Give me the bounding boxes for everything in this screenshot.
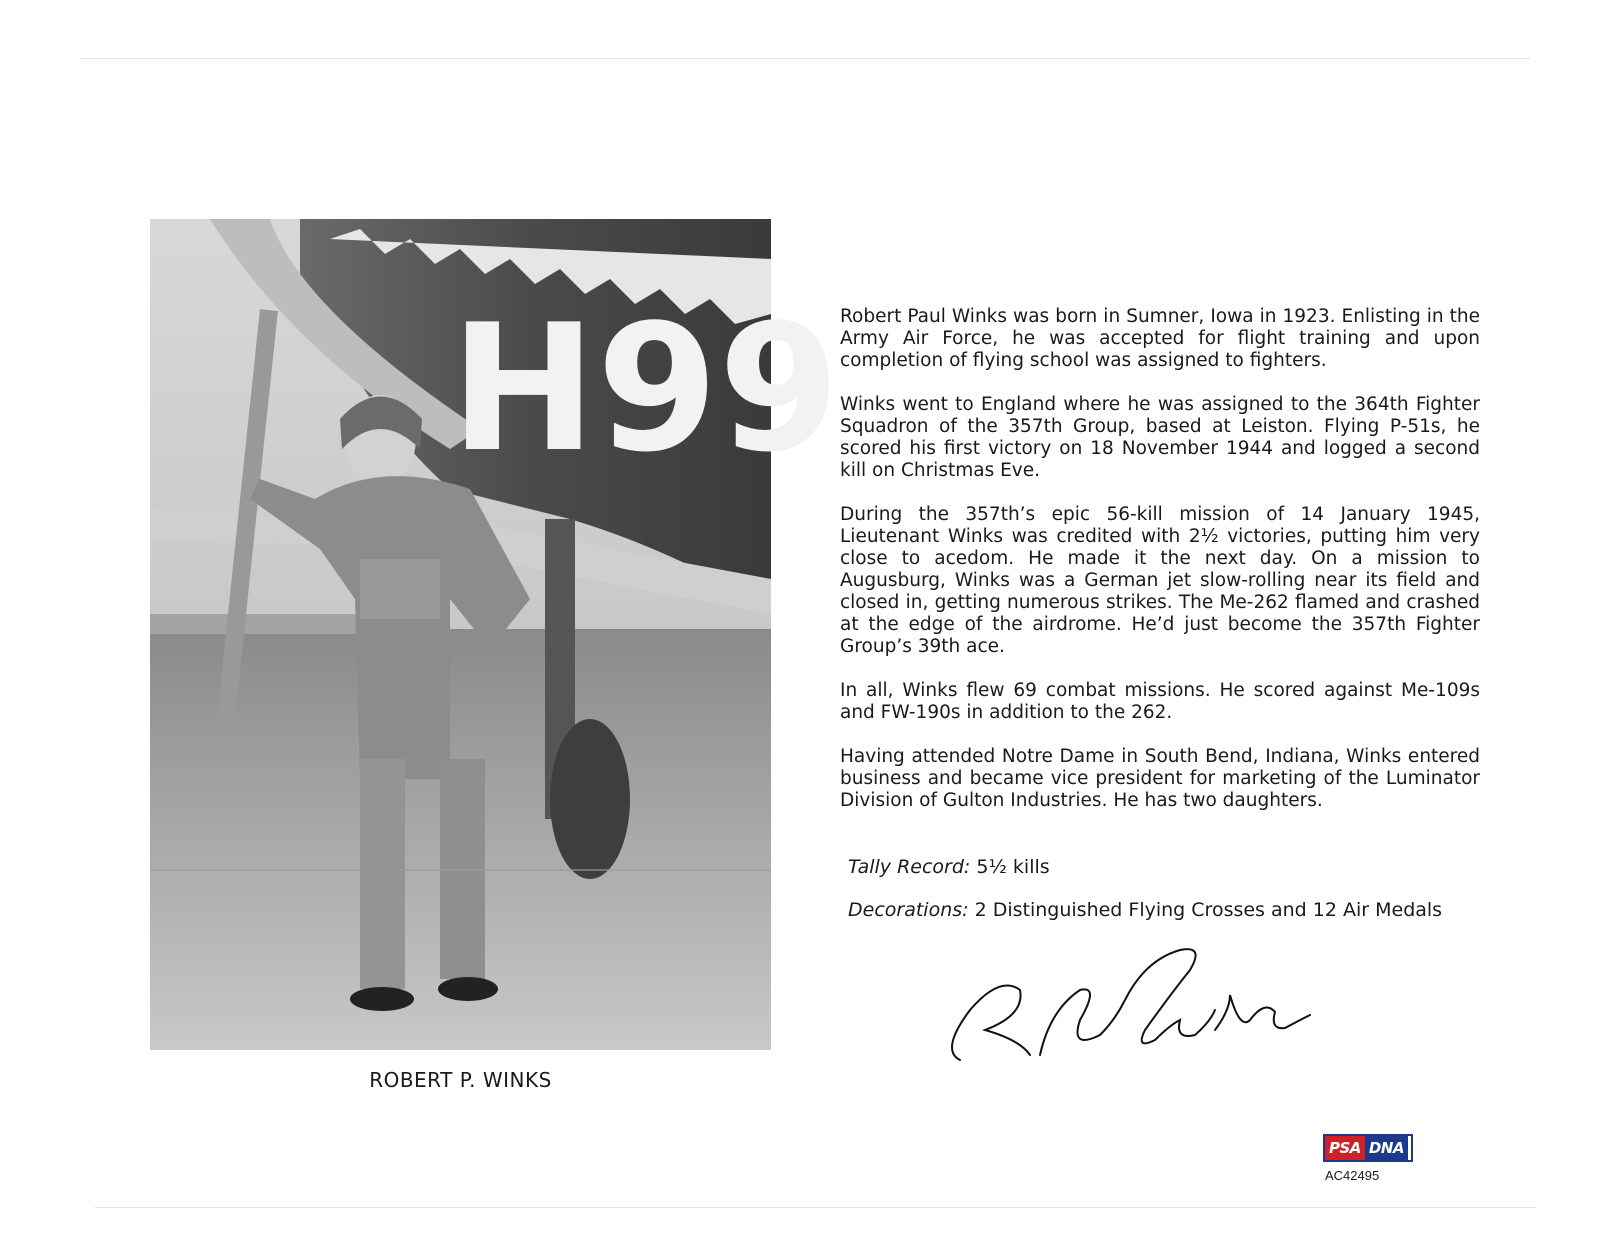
biography	[840, 306, 1480, 834]
tally-value: 5½ kills	[970, 856, 1050, 878]
bio-paragraph: Winks went to England where he was assigned to the 364th Fighter Squadron of the 357th Group, based at Leiston. Flying P-51s, he scored his first victory on 18 November 1944 and logged a second kill on Christmas Eve.	[840, 394, 1480, 481]
pilot-photo	[150, 219, 840, 1050]
dna-logo-text: DNA	[1365, 1136, 1408, 1160]
certification-code: AC42495	[1325, 1168, 1380, 1183]
decorations-label: Decorations:	[848, 899, 969, 921]
decorations-value: 2 Distinguished Flying Crosses and 12 Air Medals	[968, 899, 1443, 921]
decorations	[848, 899, 1442, 921]
pilot-photo-drawing	[150, 219, 840, 1050]
photo-caption: ROBERT P. WINKS	[369, 1068, 552, 1092]
bio-paragraph: Having attended Notre Dame in South Bend, Indiana, Winks entered business and became vice president for marketing of the Luminator Division of Gulton Industries. He has two daughters.	[840, 746, 1480, 811]
bio-paragraph: During the 357th’s epic 56-kill mission of 14 January 1945, Lieutenant Winks was credited with 2½ victories, putting him very close to acedom. He made it the next day. On a mission to Augusburg, Winks was a German jet slow-rolling near its field and closed in, getting numerous strikes. The Me-262 flamed and crashed at the edge of the airdrome. He’d just become the 357th Fighter Group’s 39th ace.	[840, 504, 1480, 657]
aircraft-marking: H99	[450, 288, 840, 491]
tally-label: Tally Record:	[848, 856, 971, 878]
tally-record	[848, 856, 1050, 878]
psa-logo-text: PSA	[1325, 1136, 1365, 1160]
bio-paragraph: In all, Winks flew 69 combat missions. He scored against Me-109s and FW-190s in addition to the 262.	[840, 680, 1480, 723]
page-bottom-edge	[95, 1207, 1535, 1208]
psa-dna-authentication	[1323, 1134, 1413, 1183]
wheel	[550, 719, 630, 879]
autograph-signature	[930, 940, 1330, 1070]
psa-dna-logo	[1323, 1134, 1413, 1162]
tarmac-seam	[150, 869, 771, 871]
page-top-edge	[80, 58, 1530, 59]
bio-paragraph: Robert Paul Winks was born in Sumner, Iowa in 1923. Enlisting in the Army Air Force, he was accepted for flight training and upon completion of flying school was assigned to fighters.	[840, 306, 1480, 371]
